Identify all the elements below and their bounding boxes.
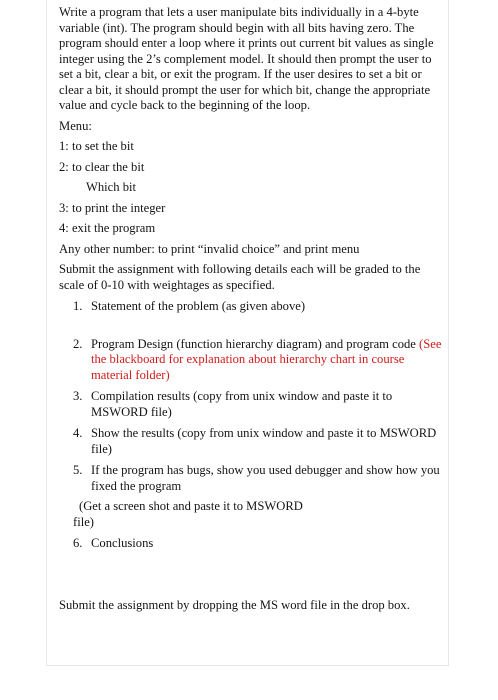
- hierarchy-chart-note: (See the blackboard for explanation about hierarchy chart in course material folder): [91, 336, 442, 382]
- list-text: Compilation results (copy from unix window and paste it to MSWORD file): [91, 389, 393, 419]
- list-text: Conclusions: [91, 536, 154, 550]
- list-number: 3.: [73, 389, 83, 403]
- list-item: [73, 463, 444, 494]
- list-number: 6.: [73, 536, 83, 550]
- menu-title: Menu:: [59, 118, 92, 133]
- menu-item-print-integer: 3: to print the integer: [59, 200, 166, 215]
- list-number: 5.: [73, 463, 83, 477]
- menu-item-clear-bit: 2: to clear the bit: [59, 159, 145, 174]
- list-number: 1.: [73, 299, 83, 313]
- menu-item-exit: 4: exit the program: [59, 221, 156, 235]
- menu-which-bit: Which bit: [86, 180, 137, 194]
- list-text-with-note: [91, 337, 444, 384]
- screenshot-note-line2: file): [73, 514, 94, 529]
- list-text: Program Design (function hierarchy diagram) and program code: [91, 336, 420, 351]
- list-item: [73, 389, 444, 420]
- list-number: 4.: [73, 426, 83, 440]
- list-text: Show the results (copy from unix window and paste it to MSWORD file): [91, 426, 437, 456]
- list-item: [73, 426, 444, 457]
- problem-statement: Write a program that lets a user manipulate bits individually in a 4-byte variable (int). The program should begin with all bits having zero. The program should enter a loop where it prints out current bit values as single integer using the 2’s complement model. It should then prompt the user to set a bit, clear a bit, or exit the program. If the user desires to set a bit or clear a bit, it should prompt the user for which bit, change the appropriate value and cycle back to the beginning of the loop.: [59, 5, 434, 112]
- list-text: If the program has bugs, show you used debugger and show how you fixed the program: [91, 463, 440, 493]
- list-item: [73, 299, 444, 315]
- list-text: Statement of the problem (as given above): [91, 299, 306, 313]
- list-item: [73, 337, 444, 384]
- list-item: [73, 536, 444, 552]
- screenshot-note-line1: (Get a screen shot and paste it to MSWORD: [79, 499, 303, 513]
- list-number: 2.: [73, 336, 83, 351]
- closing-instruction: Submit the assignment by dropping the MS word file in the drop box.: [59, 597, 410, 612]
- submission-intro: Submit the assignment with following details each will be graded to the scale of 0-10 with weightages as specified.: [59, 262, 421, 292]
- menu-item-set-bit: 1: to set the bit: [59, 139, 134, 153]
- document-content: [59, 5, 444, 613]
- menu-item-other: Any other number: to print “invalid choice” and print menu: [59, 241, 360, 256]
